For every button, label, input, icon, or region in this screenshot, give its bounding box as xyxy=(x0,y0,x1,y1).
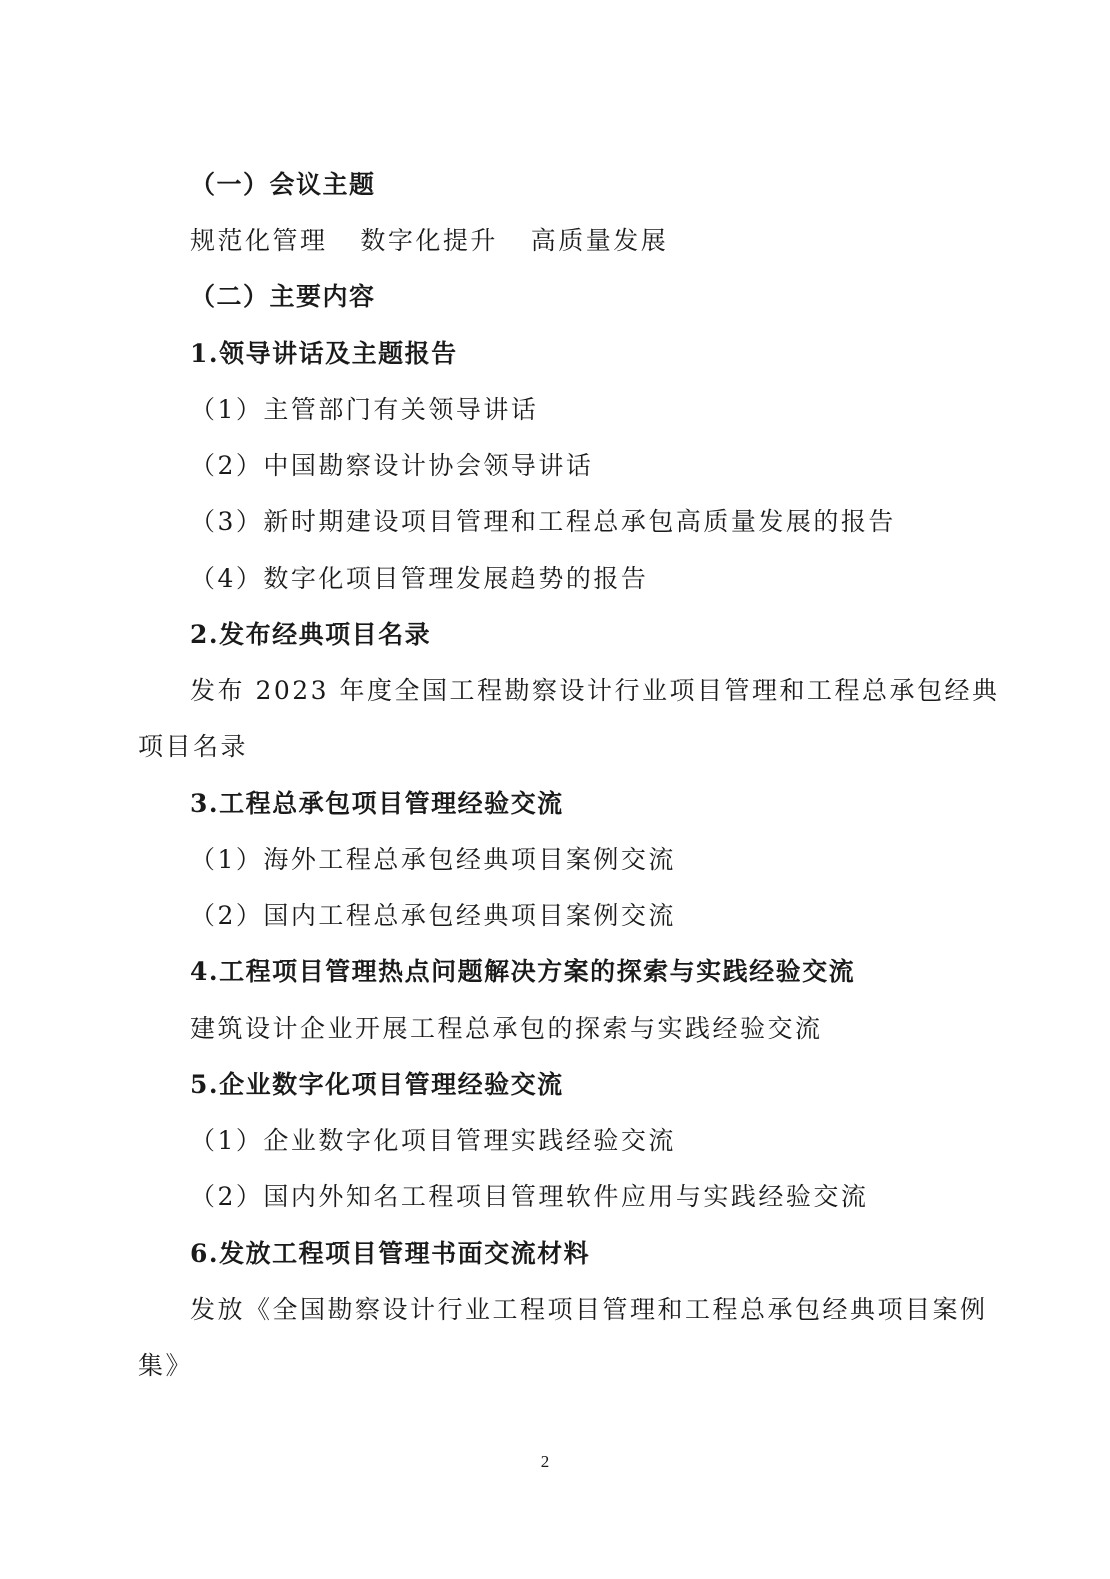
list-item: （2）国内外知名工程项目管理软件应用与实践经验交流 xyxy=(190,1182,869,1211)
paragraph-line: 项目名录 xyxy=(138,732,249,761)
list-item: （1）企业数字化项目管理实践经验交流 xyxy=(190,1126,676,1155)
paragraph-line: 集》 xyxy=(138,1351,194,1380)
list-item: （1）主管部门有关领导讲话 xyxy=(190,395,539,424)
paragraph-line: 建筑设计企业开展工程总承包的探索与实践经验交流 xyxy=(190,1014,823,1043)
meeting-theme-text: 规范化管理 数字化提升 高质量发展 xyxy=(190,226,669,255)
list-item: （3）新时期建设项目管理和工程总承包高质量发展的报告 xyxy=(190,507,896,536)
subheading-written-materials: 6.发放工程项目管理书面交流材料 xyxy=(190,1239,591,1268)
subheading-digital-pm: 5.企业数字化项目管理经验交流 xyxy=(190,1070,564,1099)
subheading-leader-speech: 1.领导讲话及主题报告 xyxy=(190,339,458,368)
list-item: （4）数字化项目管理发展趋势的报告 xyxy=(190,564,649,593)
subheading-hot-issues: 4.工程项目管理热点问题解决方案的探索与实践经验交流 xyxy=(190,957,856,986)
paragraph-line: 发放《全国勘察设计行业工程项目管理和工程总承包经典项目案例 xyxy=(190,1295,988,1324)
section-heading-main-content: （二）主要内容 xyxy=(190,282,376,311)
section-heading-meeting-theme: （一）会议主题 xyxy=(190,170,376,199)
list-item: （2）国内工程总承包经典项目案例交流 xyxy=(190,901,676,930)
page-number: 2 xyxy=(540,1452,550,1471)
subheading-epc-experience: 3.工程总承包项目管理经验交流 xyxy=(190,789,564,818)
paragraph-line: 发布 2023 年度全国工程勘察设计行业项目管理和工程总承包经典 xyxy=(190,676,1000,705)
list-item: （2）中国勘察设计协会领导讲话 xyxy=(190,451,594,480)
list-item: （1）海外工程总承包经典项目案例交流 xyxy=(190,845,676,874)
subheading-classic-projects: 2.发布经典项目名录 xyxy=(190,620,432,649)
